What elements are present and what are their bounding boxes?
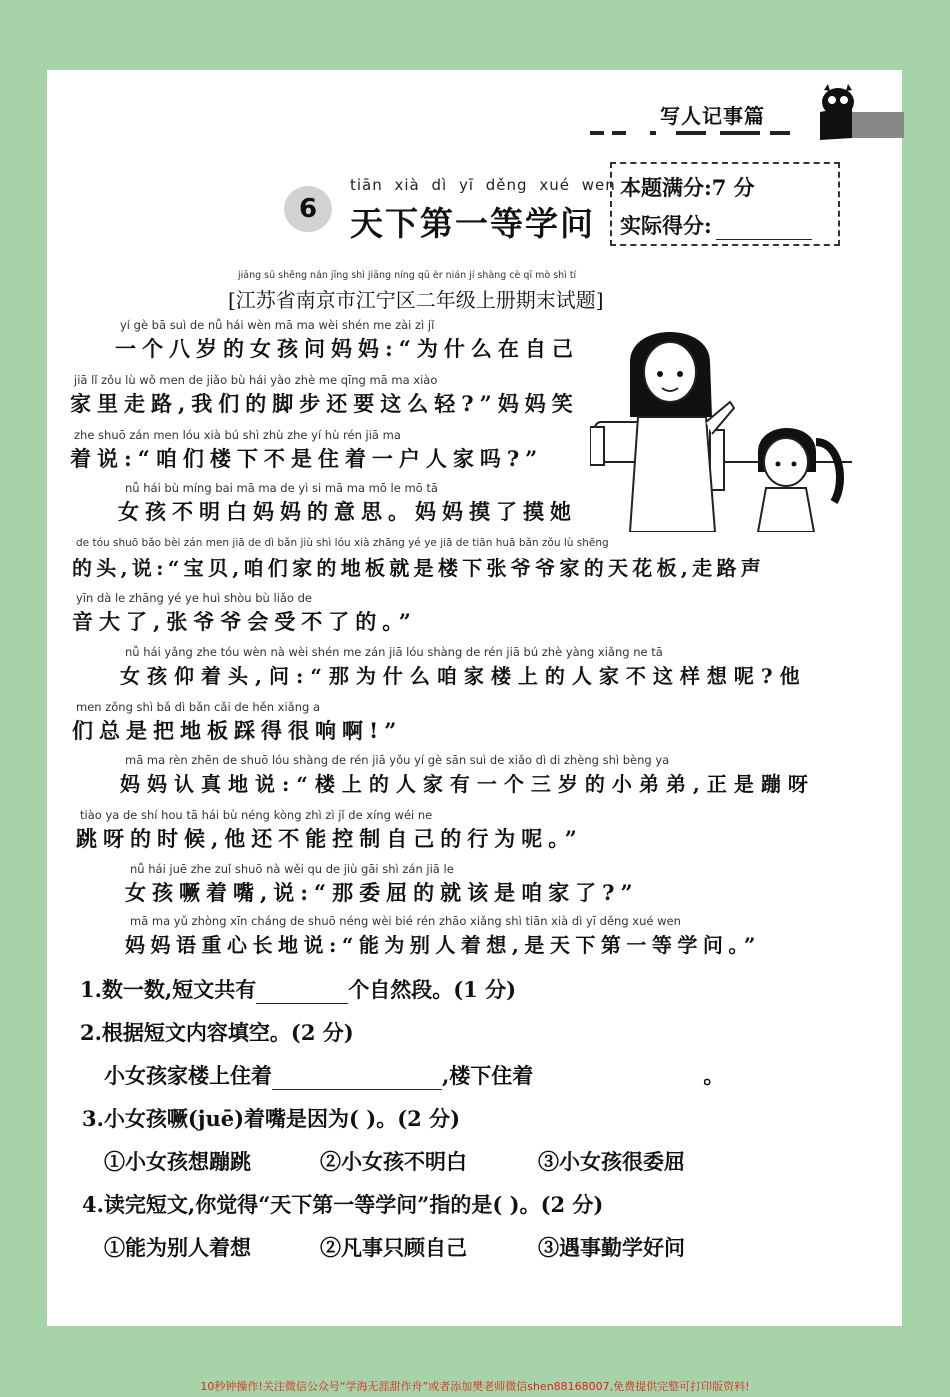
passage-pinyin-10: tiào ya de shí hou tā hái bù néng kòng zhì zì jǐ de xíng wéi ne (80, 808, 433, 822)
question-1 (80, 974, 516, 1004)
passage-pinyin-12: mā ma yǔ zhòng xīn cháng de shuō néng wèi bié rén zhāo xiǎng shì tiān xià dì yī děng xué wen (130, 914, 681, 928)
actual-score-label: 实际得分: (620, 213, 712, 238)
worksheet-page (47, 70, 902, 1326)
question-1-blank[interactable] (256, 985, 348, 1004)
passage-pinyin-6: yīn dà le zhāng yé ye huì shòu bù liǎo de (76, 591, 312, 605)
question-2-text-b: ,楼下住着 (442, 1063, 534, 1088)
mother-daughter-illustration (590, 322, 852, 532)
header-dash-bar (590, 128, 800, 138)
question-3-option-1[interactable]: ①小女孩想蹦跳 (104, 1149, 251, 1174)
question-2: 2.根据短文内容填空。(2 分) (80, 1020, 354, 1045)
passage-line-3: 着说:“咱们楼下不是住着一户人家吗?” (70, 446, 544, 471)
passage-line-11: 女孩噘着嘴,说:“那委屈的就该是咱家了?” (125, 880, 639, 905)
passage-pinyin-7: nǚ hái yǎng zhe tóu wèn nà wèi shén me zán jiā lóu shàng de rén jiā bú zhè yàng xiǎng ne tā (125, 645, 663, 659)
passage-line-12: 妈妈语重心长地说:“能为别人着想,是天下第一等学问。” (125, 933, 761, 957)
question-2-blank-1[interactable] (272, 1071, 442, 1090)
passage-pinyin-8: men zǒng shì bǎ dì bǎn cǎi de hěn xiǎng a (76, 700, 321, 714)
passage-pinyin-9: mā ma rèn zhēn de shuō lóu shàng de rén jiā yǒu yí gè sān suì de xiǎo dì di zhèng shì bèng ya (125, 753, 670, 767)
question-4-option-2[interactable]: ②凡事只顾自己 (320, 1235, 467, 1260)
question-2-fill (104, 1060, 724, 1090)
question-3-option-3[interactable]: ③小女孩很委屈 (538, 1149, 685, 1174)
passage-line-8: 们总是把地板踩得很响啊!” (72, 718, 403, 743)
passage-line-7: 女孩仰着头,问:“那为什么咱家楼上的人家不这样想呢?他 (120, 664, 807, 688)
actual-score-blank[interactable] (716, 219, 812, 240)
passage-line-9: 妈妈认真地说:“楼上的人家有一个三岁的小弟弟,正是蹦呀 (120, 772, 815, 796)
title-pinyin: tiān xià dì yī děng xué wen (350, 176, 616, 194)
passage-pinyin-2: jiā lǐ zǒu lù wǒ men de jiǎo bù hái yào zhè me qīng mā ma xiào (74, 373, 438, 387)
lesson-title: 天下第一等学问 (350, 204, 595, 243)
passage-line-6: 音大了,张爷爷会受不了的。” (72, 609, 417, 634)
lesson-number: 6 (284, 186, 332, 232)
passage-line-4: 女孩不明白妈妈的意思。妈妈摸了摸她 (118, 499, 577, 524)
promo-footer: 10秒钟操作!关注微信公众号“学海无涯甜作舟”或者添加樊老师微信shen88168007,免费提供完整可打印版资料! (200, 1380, 750, 1393)
passage-line-1: 一个八岁的女孩问妈妈:“为什么在自己 (115, 336, 579, 361)
passage-pinyin-11: nǚ hái juē zhe zuǐ shuō nà wěi qu de jiù gāi shì zán jiā le (130, 862, 454, 876)
question-4-option-1[interactable]: ①能为别人着想 (104, 1235, 251, 1260)
passage-pinyin-4: nǚ hái bù míng bai mā ma de yì si mā ma mō le mō tā (125, 481, 438, 495)
question-2-blank-2[interactable] (533, 1071, 703, 1090)
source-text: [江苏省南京市江宁区二年级上册期末试题] (228, 288, 604, 312)
actual-score (620, 210, 812, 240)
question-4: 4.读完短文,你觉得“天下第一等学问”指的是( )。(2 分) (82, 1192, 604, 1217)
question-3-option-2[interactable]: ②小女孩不明白 (320, 1149, 467, 1174)
passage-line-10: 跳呀的时候,他还不能控制自己的行为呢。” (76, 826, 583, 851)
score-box (610, 162, 840, 246)
question-3: 3.小女孩噘(juē)着嘴是因为( )。(2 分) (82, 1106, 460, 1131)
question-1-text-b: 个自然段。(1 分) (348, 977, 517, 1002)
source-pinyin: jiāng sū shěng nán jīng shì jiāng níng qū èr nián jí shàng cè qī mò shì tí (238, 270, 577, 281)
section-label: 写人记事篇 (660, 104, 765, 128)
passage-pinyin-1: yí gè bā suì de nǚ hái wèn mā ma wèi shén me zài zì jǐ (120, 318, 435, 332)
question-2-text-c: 。 (703, 1063, 725, 1088)
passage-pinyin-3: zhe shuō zán men lóu xià bú shì zhù zhe yí hù rén jiā ma (74, 428, 401, 442)
question-4-option-3[interactable]: ③遇事勤学好问 (538, 1235, 685, 1260)
owl-book-icon (812, 82, 904, 142)
full-score: 本题满分:7 分 (620, 175, 755, 200)
question-2-text-a: 小女孩家楼上住着 (104, 1063, 272, 1088)
passage-pinyin-5: de tóu shuō bǎo bèi zán men jiā de dì bǎn jiù shì lóu xià zhāng yé ye jiā de tiān huā bǎn zǒu lù shēng (76, 537, 609, 549)
question-1-text-a: 1.数一数,短文共有 (80, 977, 257, 1002)
passage-line-5: 的头,说:“宝贝,咱们家的地板就是楼下张爷爷家的天花板,走路声 (72, 556, 766, 580)
passage-line-2: 家里走路,我们的脚步还要这么轻?”妈妈笑 (70, 391, 579, 416)
